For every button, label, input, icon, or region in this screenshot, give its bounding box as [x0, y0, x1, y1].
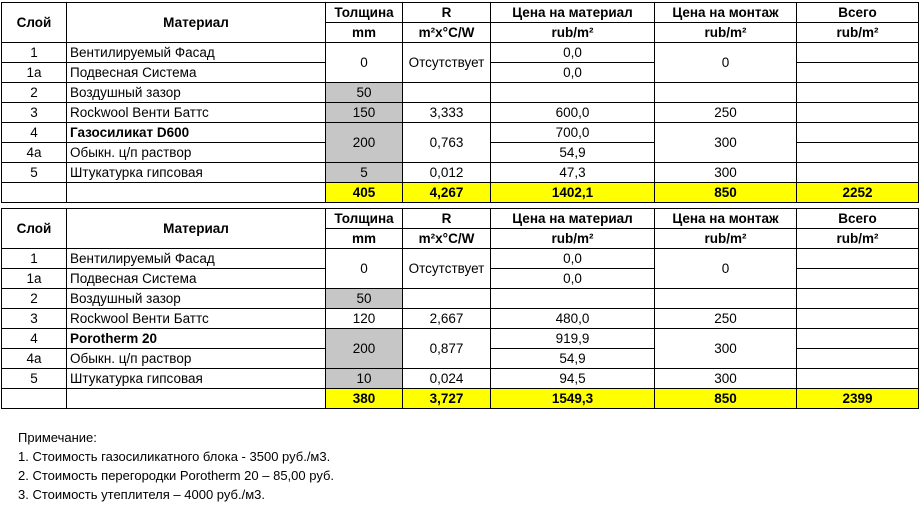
- price-install-cell: [655, 289, 797, 309]
- price-material-cell: 0,0: [491, 249, 655, 269]
- total-cell: [797, 269, 919, 289]
- unit-total: rub/m²: [797, 23, 919, 43]
- price-material-cell: 0,0: [491, 43, 655, 63]
- price-install-cell: [655, 83, 797, 103]
- header-material: Материал: [67, 3, 326, 43]
- header-layer: Слой: [2, 209, 67, 249]
- layer-cell: 1а: [2, 269, 67, 289]
- layer-cell: 1а: [2, 63, 67, 83]
- unit-thickness: mm: [326, 229, 403, 249]
- price-material-cell: 700,0: [491, 123, 655, 143]
- price-install-cell: 0: [655, 249, 797, 289]
- header-total: Всего: [797, 3, 919, 23]
- table-row: [2, 103, 919, 123]
- layer-cell: 1: [2, 43, 67, 63]
- totals-row: [2, 389, 919, 409]
- total-cell: [797, 123, 919, 143]
- material-cell: Подвесная Система: [67, 269, 326, 289]
- total-price-install: 850: [655, 183, 797, 203]
- unit-price-install: rub/m²: [655, 23, 797, 43]
- total-cell: [797, 289, 919, 309]
- material-cell: Обыкн. ц/п раствор: [67, 143, 326, 163]
- header-total: Всего: [797, 209, 919, 229]
- unit-total: rub/m²: [797, 229, 919, 249]
- material-cell: Вентилируемый Фасад: [67, 249, 326, 269]
- price-material-cell: 480,0: [491, 309, 655, 329]
- totals-blank-cell: [2, 389, 67, 409]
- price-material-cell: 600,0: [491, 103, 655, 123]
- layer-cell: 2: [2, 83, 67, 103]
- table-row: [2, 369, 919, 389]
- totals-row: [2, 183, 919, 203]
- layer-cell: 2: [2, 289, 67, 309]
- header-thickness: Толщина: [326, 3, 403, 23]
- thickness-cell: 200: [326, 123, 403, 163]
- r-cell: Отсутствует: [403, 249, 491, 289]
- header-r: R: [403, 3, 491, 23]
- layer-cell: 3: [2, 309, 67, 329]
- unit-price-material: rub/m²: [491, 23, 655, 43]
- layer-cell: 4: [2, 329, 67, 349]
- unit-thickness: mm: [326, 23, 403, 43]
- material-cell: Rockwool Венти Баттс: [67, 309, 326, 329]
- layer-cell: 5: [2, 369, 67, 389]
- totals-blank-cell: [67, 183, 326, 203]
- price-install-cell: 300: [655, 369, 797, 389]
- layer-cell: 4: [2, 123, 67, 143]
- price-install-cell: 250: [655, 103, 797, 123]
- material-cell: Вентилируемый Фасад: [67, 43, 326, 63]
- price-install-cell: 300: [655, 163, 797, 183]
- price-material-cell: 54,9: [491, 349, 655, 369]
- note-item: 2. Стоимость перегородки Porotherm 20 – 85,00 руб.: [18, 468, 335, 483]
- price-install-cell: 300: [655, 123, 797, 163]
- r-cell: 0,763: [403, 123, 491, 163]
- table-row: [2, 43, 919, 63]
- total-cell: [797, 249, 919, 269]
- layer-cell: 4а: [2, 349, 67, 369]
- r-cell: 2,667: [403, 309, 491, 329]
- material-cell: Штукатурка гипсовая: [67, 163, 326, 183]
- total-cell: [797, 63, 919, 83]
- r-cell: Отсутствует: [403, 43, 491, 83]
- total-cell: [797, 163, 919, 183]
- table-row: [2, 163, 919, 183]
- thickness-cell: 0: [326, 249, 403, 289]
- totals-blank-cell: [67, 389, 326, 409]
- material-cell: Обыкн. ц/п раствор: [67, 349, 326, 369]
- thickness-cell: 150: [326, 103, 403, 123]
- unit-price-material: rub/m²: [491, 229, 655, 249]
- notes-block: [18, 428, 334, 504]
- thickness-cell: 120: [326, 309, 403, 329]
- thickness-cell: 50: [326, 289, 403, 309]
- price-material-cell: 0,0: [491, 269, 655, 289]
- price-material-cell: 919,9: [491, 329, 655, 349]
- price-material-cell: 94,5: [491, 369, 655, 389]
- total-cell: [797, 143, 919, 163]
- total-cell: [797, 349, 919, 369]
- header-price-install: Цена на монтаж: [655, 209, 797, 229]
- unit-r: m²x°C/W: [403, 23, 491, 43]
- thickness-cell: 10: [326, 369, 403, 389]
- header-price-material: Цена на материал: [491, 209, 655, 229]
- total-cell: [797, 83, 919, 103]
- total-cell: [797, 309, 919, 329]
- r-cell: 0,877: [403, 329, 491, 369]
- layer-cell: 3: [2, 103, 67, 123]
- total-cell: [797, 103, 919, 123]
- price-install-cell: 0: [655, 43, 797, 83]
- r-cell: [403, 289, 491, 309]
- material-cell: Porotherm 20: [67, 329, 326, 349]
- table-row: [2, 329, 919, 349]
- material-cell: Подвесная Система: [67, 63, 326, 83]
- layer-cell: 5: [2, 163, 67, 183]
- r-cell: 0,012: [403, 163, 491, 183]
- header-material: Материал: [67, 209, 326, 249]
- material-cell: Rockwool Венти Баттс: [67, 103, 326, 123]
- material-cell: Воздушный зазор: [67, 289, 326, 309]
- thickness-cell: 50: [326, 83, 403, 103]
- layer-cell: 4а: [2, 143, 67, 163]
- thickness-cell: 0: [326, 43, 403, 83]
- notes-title: Примечание:: [18, 430, 97, 445]
- r-cell: 0,024: [403, 369, 491, 389]
- total-r: 3,727: [403, 389, 491, 409]
- price-material-cell: [491, 83, 655, 103]
- price-material-cell: 0,0: [491, 63, 655, 83]
- unit-price-install: rub/m²: [655, 229, 797, 249]
- total-cell: [797, 43, 919, 63]
- totals-blank-cell: [2, 183, 67, 203]
- price-material-cell: 47,3: [491, 163, 655, 183]
- table-row: [2, 83, 919, 103]
- material-cell: Штукатурка гипсовая: [67, 369, 326, 389]
- wall-table-1: [1, 2, 919, 203]
- grand-total: 2399: [797, 389, 919, 409]
- note-item: 1. Стоимость газосиликатного блока - 3500 руб./м3.: [18, 449, 331, 464]
- total-price-install: 850: [655, 389, 797, 409]
- note-item: 3. Стоимость утеплителя – 4000 руб./м3.: [18, 487, 265, 502]
- price-material-cell: 54,9: [491, 143, 655, 163]
- total-cell: [797, 329, 919, 349]
- total-price-material: 1402,1: [491, 183, 655, 203]
- thickness-cell: 200: [326, 329, 403, 369]
- price-install-cell: 250: [655, 309, 797, 329]
- table-row: [2, 289, 919, 309]
- wall-table-2: [1, 208, 919, 409]
- grand-total: 2252: [797, 183, 919, 203]
- thickness-cell: 5: [326, 163, 403, 183]
- header-layer: Слой: [2, 3, 67, 43]
- table-row: [2, 249, 919, 269]
- material-cell: Газосиликат D600: [67, 123, 326, 143]
- total-thickness: 405: [326, 183, 403, 203]
- header-price-install: Цена на монтаж: [655, 3, 797, 23]
- header-price-material: Цена на материал: [491, 3, 655, 23]
- material-cell: Воздушный зазор: [67, 83, 326, 103]
- unit-r: m²x°C/W: [403, 229, 491, 249]
- r-cell: [403, 83, 491, 103]
- price-install-cell: 300: [655, 329, 797, 369]
- total-price-material: 1549,3: [491, 389, 655, 409]
- layer-cell: 1: [2, 249, 67, 269]
- header-thickness: Толщина: [326, 209, 403, 229]
- table-row: [2, 123, 919, 143]
- total-cell: [797, 369, 919, 389]
- table-row: [2, 309, 919, 329]
- header-r: R: [403, 209, 491, 229]
- total-r: 4,267: [403, 183, 491, 203]
- price-material-cell: [491, 289, 655, 309]
- r-cell: 3,333: [403, 103, 491, 123]
- total-thickness: 380: [326, 389, 403, 409]
